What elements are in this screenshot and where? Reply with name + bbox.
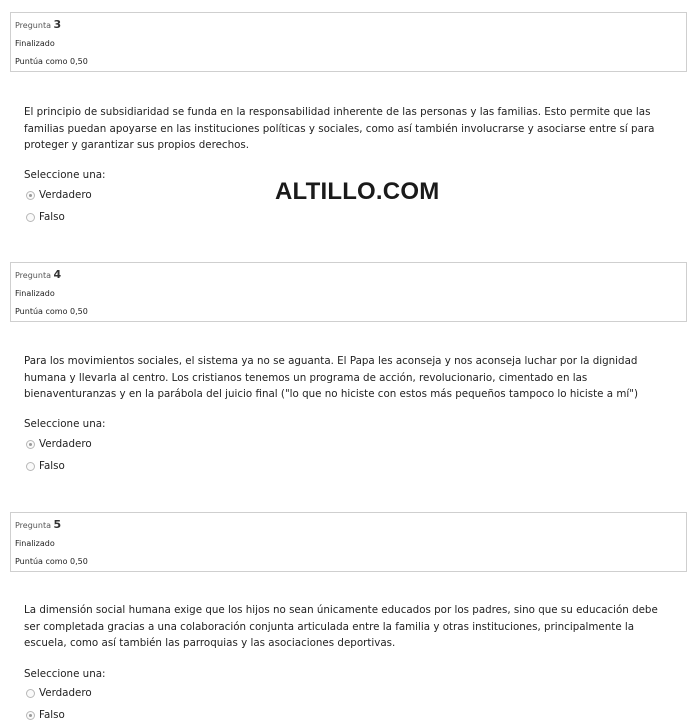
question-info-box	[10, 12, 687, 72]
radio-checked-icon[interactable]	[26, 191, 35, 200]
question-text: El principio de subsidiaridad se funda en la responsabilidad inherente de las personas y las familias. Esto permite que las familias puedan apoyarse en las instituciones políticas y sociales, como así también involucrarse y asociarse entre sí para proteger y garantizar sus propios derechos.	[24, 106, 655, 151]
option-falso[interactable]	[26, 709, 65, 721]
option-label: Falso	[39, 211, 65, 223]
answer-prompt: Seleccione una:	[24, 668, 106, 680]
question-number: Pregunta 4	[15, 268, 62, 281]
watermark-text: ALTILLO.COM	[275, 178, 440, 205]
question-number: Pregunta 5	[15, 518, 62, 531]
question-text: Para los movimientos sociales, el sistema ya no se aguanta. El Papa les aconseja y nos aconseja luchar por la dignidad humana y llevarla al centro. Los cristianos tenemos un programa de acción, revolucionario, cimentado en las bienaventuranzas y en la parábola del juicio final ("lo que no hiciste con estos más pequeños tampoco lo hiciste a mí")	[24, 355, 638, 400]
answer-prompt: Seleccione una:	[24, 169, 106, 181]
option-verdadero[interactable]	[26, 687, 92, 699]
option-label: Falso	[39, 709, 65, 721]
question-text: La dimensión social humana exige que los hijos no sean únicamente educados por los padres, sino que su educación debe ser completada gracias a una colaboración conjunta articulada entre la familia y otras instituciones, principalmente la escuela, como así también las parroquias y las asociaciones deportivas.	[24, 604, 658, 649]
radio-unchecked-icon[interactable]	[26, 462, 35, 471]
option-verdadero[interactable]	[26, 189, 92, 201]
radio-checked-icon[interactable]	[26, 440, 35, 449]
option-falso[interactable]	[26, 211, 65, 223]
radio-unchecked-icon[interactable]	[26, 689, 35, 698]
question-state: Finalizado	[15, 539, 55, 548]
answer-prompt: Seleccione una:	[24, 418, 106, 430]
option-falso[interactable]	[26, 460, 65, 472]
question-state: Finalizado	[15, 289, 55, 298]
option-label: Verdadero	[39, 438, 92, 450]
question-grade: Puntúa como 0,50	[15, 307, 88, 316]
option-verdadero[interactable]	[26, 438, 92, 450]
radio-checked-icon[interactable]	[26, 711, 35, 720]
question-grade: Puntúa como 0,50	[15, 557, 88, 566]
option-label: Falso	[39, 460, 65, 472]
question-number: Pregunta 3	[15, 18, 62, 31]
question-state: Finalizado	[15, 39, 55, 48]
radio-unchecked-icon[interactable]	[26, 213, 35, 222]
option-label: Verdadero	[39, 687, 92, 699]
question-info-box	[10, 262, 687, 322]
question-grade: Puntúa como 0,50	[15, 57, 88, 66]
question-info-box	[10, 512, 687, 572]
option-label: Verdadero	[39, 189, 92, 201]
